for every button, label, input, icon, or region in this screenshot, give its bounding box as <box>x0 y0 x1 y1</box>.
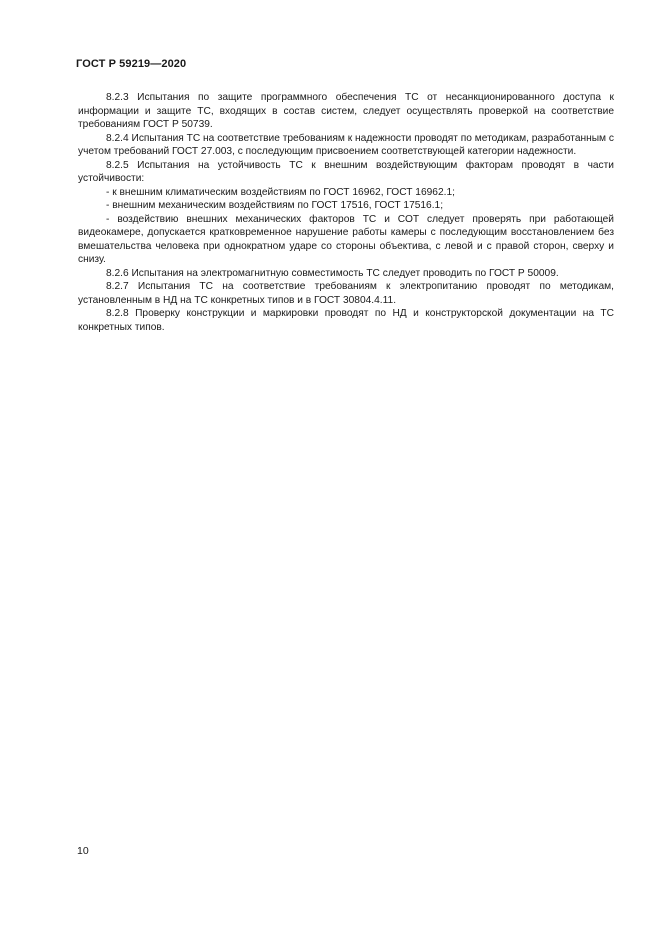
paragraph-8-2-6: 8.2.6 Испытания на электромагнитную совместимость ТС следует проводить по ГОСТ Р 50009. <box>106 267 559 279</box>
paragraph-8-2-8: 8.2.8 Проверку конструкции и маркировки проводят по НД и конструкторской документации на ТС конкретных типов. <box>78 308 614 333</box>
list-item-climatic: - к внешним климатическим воздействиям по ГОСТ 16962, ГОСТ 16962.1; <box>106 186 455 198</box>
paragraph-8-2-5: 8.2.5 Испытания на устойчивость ТС к внешним воздействующим факторам проводят в части устойчивости: <box>78 159 614 184</box>
document-body <box>78 91 614 334</box>
paragraph-8-2-3: 8.2.3 Испытания по защите программного обеспечения ТС от несанкционированного доступа к информации и защите ТС, входящих в состав систем, следует осуществлять проверкой на соответствие требованиям ГОСТ Р 50739. <box>78 92 614 130</box>
paragraph-8-2-7: 8.2.7 Испытания ТС на соответствие требованиям к электропитанию проводят по методикам, установленным в НД на ТС конкретных типов и в ГОСТ 30804.4.11. <box>78 281 614 306</box>
list-item-mechanical-factors: - воздействию внешних механических факторов ТС и СОТ следует проверять при работающей видеокамере, допускается кратковременное нарушение работы камеры с последующим восстановлением без вмешательства человека при однократном ударе со стороны объектива, с левой и с правой сторон, сверху и снизу. <box>78 213 614 265</box>
document-header: ГОСТ Р 59219—2020 <box>76 58 187 70</box>
page-number: 10 <box>77 845 89 857</box>
paragraph-8-2-4: 8.2.4 Испытания ТС на соответствие требованиям к надежности проводят по методикам, разработанным с учетом требований ГОСТ 27.003, с последующим присвоением соответствующей категории надежности. <box>78 132 614 157</box>
list-item-mechanical: - внешним механическим воздействиям по ГОСТ 17516, ГОСТ 17516.1; <box>106 200 444 211</box>
